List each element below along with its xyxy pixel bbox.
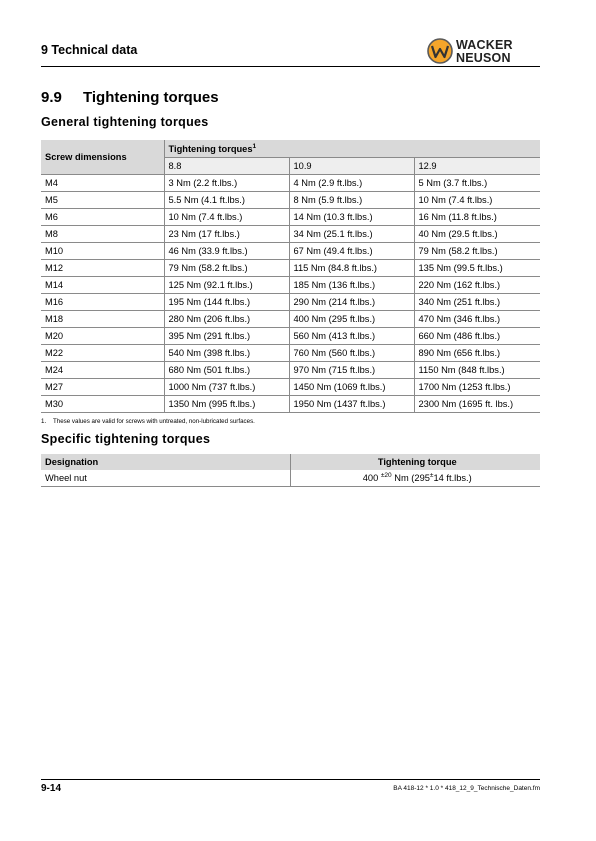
torque-cell: 660 Nm (486 ft.lbs.) [414, 328, 540, 345]
screw-size-cell: M27 [41, 379, 164, 396]
general-torques-table [41, 140, 540, 413]
table-row [41, 362, 540, 379]
torque-cell: 5.5 Nm (4.1 ft.lbs.) [164, 192, 289, 209]
torque-cell: 185 Nm (136 ft.lbs.) [289, 277, 414, 294]
specific-torques-table [41, 454, 540, 487]
torque-cell: 16 Nm (11.8 ft.lbs.) [414, 209, 540, 226]
logo-text-line2: NEUSON [456, 51, 511, 65]
screw-size-cell: M14 [41, 277, 164, 294]
torque-cell: 470 Nm (346 ft.lbs.) [414, 311, 540, 328]
torque-cell: 280 Nm (206 ft.lbs.) [164, 311, 289, 328]
torque-cell: 195 Nm (144 ft.lbs.) [164, 294, 289, 311]
torque-cell: 10 Nm (7.4 ft.lbs.) [414, 192, 540, 209]
torque-cell: 1950 Nm (1437 ft.lbs.) [289, 396, 414, 413]
chapter-title: 9 Technical data [41, 43, 138, 57]
table-row [41, 175, 540, 192]
tightening-torques-header: Tightening torques$^1$ [164, 140, 540, 158]
grade-8-8-header: 8.8 [164, 158, 289, 175]
footnote-text: These values are valid for screws with untreated, non-lubricated surfaces. [53, 418, 255, 425]
torque-cell: 970 Nm (715 ft.lbs.) [289, 362, 414, 379]
torque-cell: 4 Nm (2.9 ft.lbs.) [289, 175, 414, 192]
table-row [41, 328, 540, 345]
torque-cell: 67 Nm (49.4 ft.lbs.) [289, 243, 414, 260]
torque-cell: 400 Nm (295 ft.lbs.) [289, 311, 414, 328]
table-row [41, 277, 540, 294]
designation-header: Designation [41, 454, 290, 470]
torque-cell: 40 Nm (29.5 ft.lbs.) [414, 226, 540, 243]
screw-size-cell: M5 [41, 192, 164, 209]
section-number: 9.9 [41, 89, 62, 106]
torque-cell: 1700 Nm (1253 ft.lbs.) [414, 379, 540, 396]
page-number: 9-14 [41, 783, 62, 794]
torque-cell: 2300 Nm (1695 ft. lbs.) [414, 396, 540, 413]
footer-divider [41, 779, 540, 780]
header-divider [41, 66, 540, 67]
table-row [41, 192, 540, 209]
torque-cell: 8 Nm (5.9 ft.lbs.) [289, 192, 414, 209]
torque-cell: 890 Nm (656 ft.lbs.) [414, 345, 540, 362]
general-torques-heading: General tightening torques [41, 115, 209, 129]
torque-cell: 5 Nm (3.7 ft.lbs.) [414, 175, 540, 192]
screw-size-cell: M20 [41, 328, 164, 345]
logo-text-line1: WACKER [456, 38, 513, 52]
torque-cell: 115 Nm (84.8 ft.lbs.) [289, 260, 414, 277]
torque-cell: 290 Nm (214 ft.lbs.) [289, 294, 414, 311]
tightening-torque-header: Tightening torque [290, 454, 540, 470]
torque-cell: 1000 Nm (737 ft.lbs.) [164, 379, 289, 396]
torque-cell: 680 Nm (501 ft.lbs.) [164, 362, 289, 379]
screw-size-cell: M24 [41, 362, 164, 379]
grade-10-9-header: 10.9 [289, 158, 414, 175]
torque-cell: 220 Nm (162 ft.lbs.) [414, 277, 540, 294]
torque-cell: 34 Nm (25.1 ft.lbs.) [289, 226, 414, 243]
table-row [41, 243, 540, 260]
torque-cell: 10 Nm (7.4 ft.lbs.) [164, 209, 289, 226]
torque-value-cell: 400 $^{\pm 20}$ Nm (295±14 ft.lbs.) [290, 470, 540, 487]
footnote-ref: 1 [252, 142, 257, 150]
specific-torques-heading: Specific tightening torques [41, 432, 211, 446]
torque-cell: 79 Nm (58.2 ft.lbs.) [164, 260, 289, 277]
table-row [41, 311, 540, 328]
screw-size-cell: M18 [41, 311, 164, 328]
screw-size-cell: M16 [41, 294, 164, 311]
torque-cell: 1150 Nm (848 ft.lbs.) [414, 362, 540, 379]
torque-cell: 46 Nm (33.9 ft.lbs.) [164, 243, 289, 260]
screw-size-cell: M30 [41, 396, 164, 413]
grade-12-9-header: 12.9 [414, 158, 540, 175]
torque-cell: 395 Nm (291 ft.lbs.) [164, 328, 289, 345]
torque-cell: 125 Nm (92.1 ft.lbs.) [164, 277, 289, 294]
footnote-number: 1. [41, 418, 47, 425]
general-torques-body [41, 175, 540, 413]
torque-cell: 23 Nm (17 ft.lbs.) [164, 226, 289, 243]
table-row [41, 209, 540, 226]
table-row [41, 294, 540, 311]
torque-cell: 1350 Nm (995 ft.lbs.) [164, 396, 289, 413]
screw-size-cell: M12 [41, 260, 164, 277]
torque-cell: 135 Nm (99.5 ft.lbs.) [414, 260, 540, 277]
torque-cell: 540 Nm (398 ft.lbs.) [164, 345, 289, 362]
table-row [41, 226, 540, 243]
wacker-neuson-logo [427, 35, 541, 67]
torque-cell: 760 Nm (560 ft.lbs.) [289, 345, 414, 362]
torque-cell: 1450 Nm (1069 ft.lbs.) [289, 379, 414, 396]
screw-size-cell: M8 [41, 226, 164, 243]
screw-size-cell: M22 [41, 345, 164, 362]
torque-cell: 79 Nm (58.2 ft.lbs.) [414, 243, 540, 260]
screw-dimensions-header: Screw dimensions [41, 140, 164, 175]
section-title: Tightening torques [83, 89, 219, 106]
logo-mark-icon [427, 38, 453, 64]
screw-size-cell: M4 [41, 175, 164, 192]
torque-cell: 14 Nm (10.3 ft.lbs.) [289, 209, 414, 226]
tolerance-superscript: ± [429, 471, 434, 479]
screw-size-cell: M10 [41, 243, 164, 260]
section-heading [41, 89, 219, 106]
table-row [41, 345, 540, 362]
tolerance-superscript: ±20 [380, 471, 392, 479]
table-row [41, 470, 540, 487]
screw-size-cell: M6 [41, 209, 164, 226]
document-reference: BA 418-12 * 1.0 * 418_12_9_Technische_Daten.fm [393, 785, 540, 792]
table-footnote [41, 418, 255, 425]
torque-cell: 560 Nm (413 ft.lbs.) [289, 328, 414, 345]
table-row [41, 260, 540, 277]
torque-cell: 340 Nm (251 ft.lbs.) [414, 294, 540, 311]
table-row [41, 379, 540, 396]
torque-cell: 3 Nm (2.2 ft.lbs.) [164, 175, 289, 192]
designation-cell: Wheel nut [41, 470, 290, 487]
table-row [41, 396, 540, 413]
